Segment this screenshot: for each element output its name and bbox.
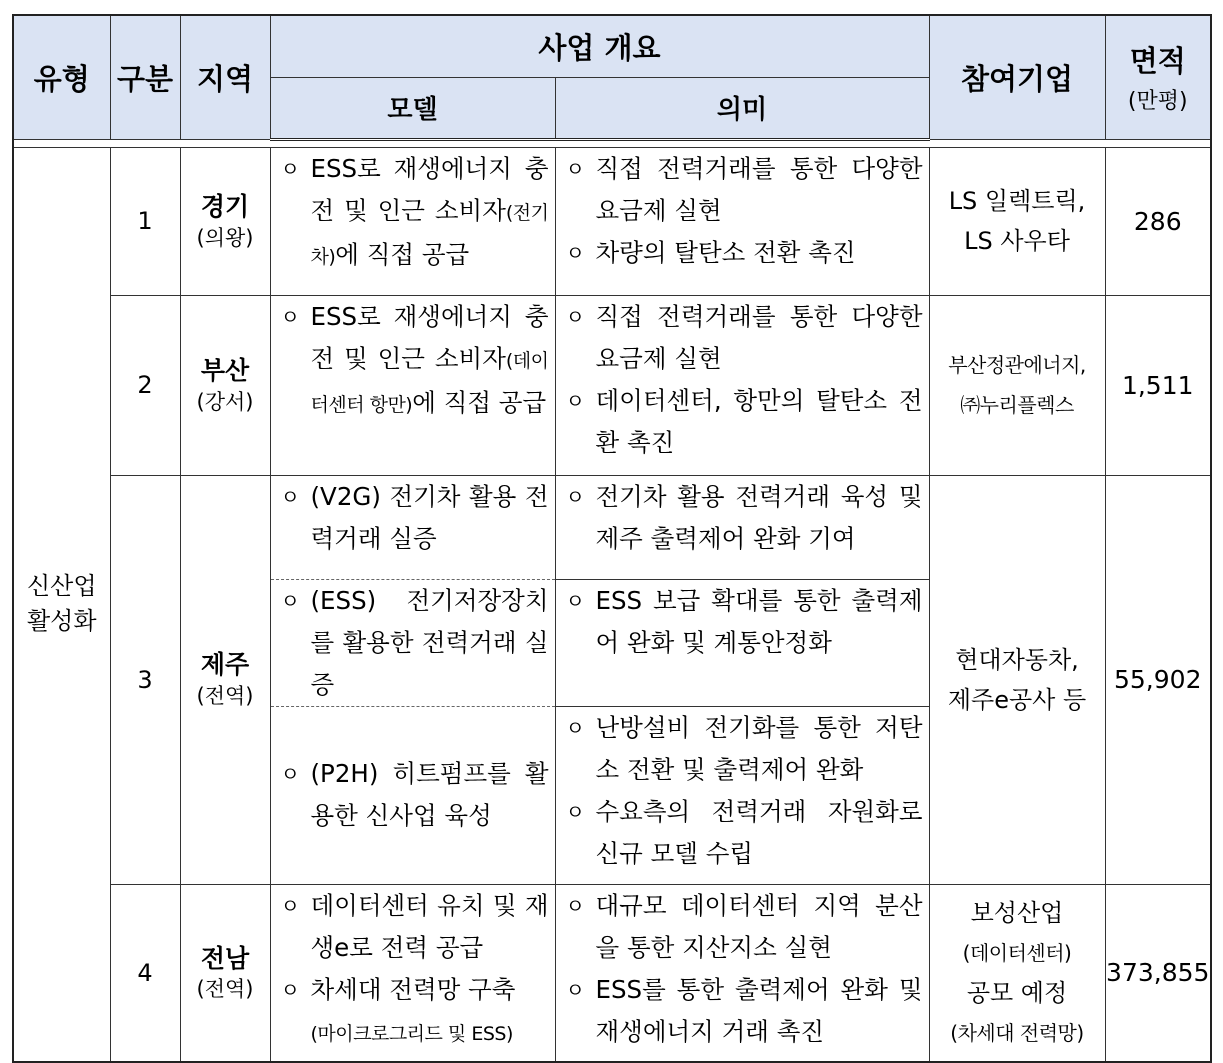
header-meaning: 의미	[555, 77, 929, 139]
region-name: 부산	[200, 355, 250, 385]
company-line: LS 사우타	[964, 227, 1070, 255]
model-cell	[270, 884, 555, 1062]
table-row	[13, 147, 1211, 295]
model-text: ESS로 재생에너지 충전 및 인근 소비자	[310, 153, 549, 225]
meaning-text: 전기차 활용 전력거래 육성 및 제주 출력제어 완화 기여	[595, 481, 923, 553]
meaning-bullet	[566, 969, 923, 1053]
table-row	[13, 295, 1211, 475]
bullet-icon: ㅇ	[565, 156, 585, 181]
bullet-icon: ㅇ	[565, 484, 585, 509]
region-name: 경기	[200, 191, 250, 221]
region-cell	[180, 147, 270, 295]
meaning-bullet	[566, 476, 923, 560]
area-value: 1,511	[1105, 295, 1211, 475]
company-line: (데이터센터)	[962, 940, 1072, 965]
meaning-text: 수요측의 전력거래 자원화로 신규 모델 수립	[595, 796, 923, 868]
bullet-icon: ㅇ	[280, 977, 300, 1002]
model-bullet	[281, 580, 549, 706]
bullet-icon: ㅇ	[280, 762, 300, 786]
company-cell	[929, 295, 1105, 475]
header-separator	[13, 139, 1211, 147]
header-area	[1105, 15, 1211, 139]
company-line: (차세대 전력망)	[950, 1020, 1084, 1045]
table-row	[13, 475, 1211, 579]
bullet-icon: ㅇ	[565, 304, 585, 329]
type-label-line2: 활성화	[26, 607, 97, 636]
meaning-text: ESS 보급 확대를 통한 출력제어 완화 및 계통안정화	[595, 585, 923, 657]
bullet-icon: ㅇ	[565, 893, 585, 918]
model-text: ESS로 재생에너지 충전 및 인근 소비자	[310, 301, 549, 373]
model-text-small: (데이터센터 항만)	[310, 349, 549, 416]
company-line: LS 일렉트릭,	[948, 187, 1086, 215]
header-region: 지역	[180, 15, 270, 139]
bullet-icon: ㅇ	[565, 715, 585, 740]
bullet-icon: ㅇ	[280, 588, 300, 613]
meaning-bullet	[566, 885, 923, 969]
bullet-icon: ㅇ	[565, 799, 585, 824]
model-text: (ESS) 전기저장장치를 활용한 전력거래 실증	[310, 585, 549, 699]
header-area-unit: (만평)	[1127, 89, 1188, 115]
area-value: 373,855	[1105, 884, 1211, 1062]
meaning-bullet	[566, 791, 923, 875]
table-row	[13, 884, 1211, 1062]
bullet-icon: ㅇ	[565, 588, 585, 613]
company-line: 보성산업	[970, 898, 1064, 927]
header-category: 구분	[110, 15, 180, 139]
model-cell	[270, 147, 555, 295]
company-line: 공모 예정	[966, 978, 1068, 1007]
model-text: 데이터센터 유치 및 재생e로 전력 공급	[310, 890, 549, 962]
region-cell	[180, 295, 270, 475]
meaning-text: 직접 전력거래를 통한 다양한 요금제 실현	[595, 153, 923, 225]
company-line: ㈜누리플렉스	[960, 393, 1074, 417]
meaning-bullet	[566, 580, 923, 664]
row-number: 3	[110, 475, 180, 884]
model-bullet	[281, 753, 549, 837]
header-type: 유형	[13, 15, 110, 139]
model-bullet	[281, 969, 549, 1055]
type-label-line1: 신산업	[26, 572, 97, 601]
company-cell	[929, 147, 1105, 295]
meaning-text: 직접 전력거래를 통한 다양한 요금제 실현	[595, 301, 923, 373]
meaning-bullet	[566, 707, 923, 791]
model-cell	[270, 475, 555, 579]
meaning-text: ESS를 통한 출력제어 완화 및 재생에너지 거래 촉진	[595, 974, 923, 1046]
meaning-cell	[555, 475, 929, 579]
meaning-cell	[555, 579, 929, 706]
row-number: 2	[110, 295, 180, 475]
region-sub: (의왕)	[196, 225, 254, 250]
region-cell	[180, 475, 270, 884]
company-line: 제주e공사 등	[947, 685, 1087, 714]
model-text: (P2H) 히트펌프를 활용한 신사업 육성	[310, 759, 549, 830]
region-sub: (강서)	[196, 389, 254, 414]
bullet-icon: ㅇ	[280, 893, 300, 918]
meaning-bullet	[566, 148, 923, 232]
bullet-icon: ㅇ	[565, 240, 585, 265]
meaning-bullet	[566, 296, 923, 380]
meaning-cell	[555, 884, 929, 1062]
model-text: 에 직접 공급	[335, 239, 470, 269]
region-cell	[180, 884, 270, 1062]
model-text: 에 직접 공급	[412, 387, 547, 417]
row-number: 4	[110, 884, 180, 1062]
bullet-icon: ㅇ	[280, 156, 300, 181]
header-companies: 참여기업	[929, 15, 1105, 139]
model-bullet	[281, 476, 549, 560]
region-name: 제주	[200, 650, 250, 680]
model-cell	[270, 579, 555, 706]
project-table	[12, 14, 1212, 1063]
region-sub: (전역)	[196, 684, 254, 709]
model-text-small: (마이크로그리드 및 ESS)	[310, 1022, 513, 1045]
model-cell	[270, 295, 555, 475]
company-line: 부산정관에너지,	[948, 353, 1086, 377]
header-row-top	[13, 15, 1211, 77]
bullet-icon: ㅇ	[280, 484, 300, 509]
company-cell	[929, 884, 1105, 1062]
type-cell	[13, 147, 110, 1062]
meaning-text: 데이터센터, 항만의 탈탄소 전환 촉진	[595, 385, 923, 457]
meaning-text: 난방설비 전기화를 통한 저탄소 전환 및 출력제어 완화	[595, 712, 923, 784]
bullet-icon: ㅇ	[280, 304, 300, 329]
region-name: 전남	[200, 943, 250, 973]
bullet-icon: ㅇ	[565, 388, 585, 413]
area-value: 286	[1105, 147, 1211, 295]
model-cell	[270, 706, 555, 884]
meaning-cell	[555, 706, 929, 884]
meaning-bullet	[566, 380, 923, 464]
model-bullet	[281, 296, 549, 426]
meaning-text: 차량의 탈탄소 전환 촉진	[595, 237, 856, 267]
company-line: 현대자동차,	[955, 645, 1079, 674]
header-model: 모델	[270, 77, 555, 139]
meaning-cell	[555, 147, 929, 295]
model-text: (V2G) 전기차 활용 전력거래 실증	[310, 481, 549, 553]
meaning-bullet	[566, 232, 923, 274]
row-number: 1	[110, 147, 180, 295]
company-cell	[929, 475, 1105, 884]
header-area-label: 면적	[1129, 44, 1186, 79]
area-value: 55,902	[1105, 475, 1211, 884]
meaning-text: 대규모 데이터센터 지역 분산을 통한 지산지소 실현	[595, 890, 923, 962]
header-overview: 사업 개요	[270, 15, 929, 77]
model-text-small: (전기차)	[310, 201, 549, 268]
model-bullet	[281, 148, 549, 278]
model-bullet	[281, 885, 549, 969]
bullet-icon: ㅇ	[565, 977, 585, 1002]
meaning-cell	[555, 295, 929, 475]
model-text: 차세대 전력망 구축	[310, 974, 516, 1004]
region-sub: (전역)	[196, 977, 254, 1002]
